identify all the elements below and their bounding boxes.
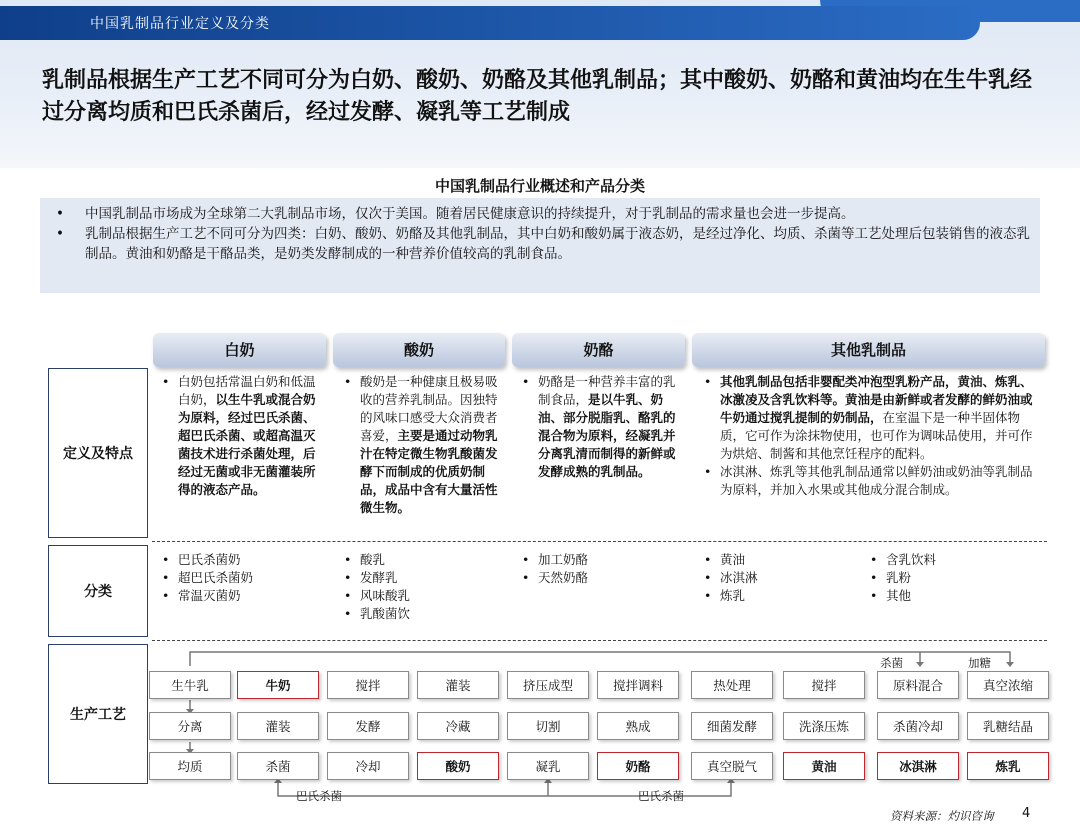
page-number: 4 [1022,806,1031,821]
category-item: • 冰淇淋 [700,569,758,587]
process-step: 搅拌 [783,671,865,699]
process-step: 黄油 [783,752,865,780]
category-item: • 加工奶酪 [518,551,588,569]
source-note: 资料来源：灼识咨询 [890,809,994,823]
process-step: 分离 [149,712,231,740]
overview-item: • 中国乳制品市场成为全球第二大乳制品市场，仅次于美国。随着居民健康意识的持续提升，对于乳制品的需求量也会进一步提高。 [40,204,1040,224]
category-item: • 超巴氏杀菌奶 [158,569,253,587]
category-item: • 巴氏杀菌奶 [158,551,253,569]
process-step: 搅拌 [327,671,409,699]
process-step: 炼乳 [967,752,1049,780]
def-text: 白奶包括常温白奶和低温白奶， [178,374,316,407]
category-item: • 常温灭菌奶 [158,587,253,605]
process-step: 细菌发酵 [691,712,773,740]
process-step: 切割 [507,712,589,740]
tab-title: 中国乳制品行业定义及分类 [90,16,270,32]
label-pasteur: 巴氏杀菌 [296,789,342,803]
process-step: 发酵 [327,712,409,740]
category-item: • 含乳饮料 [866,551,936,569]
row-head-category: 分类 [48,545,148,637]
def-text-bold: 其他乳制品包括非婴配类冲泡型乳粉产品，黄油、炼乳、冰激凌及含乳饮料等。黄油是由新鲜或者发酵的鲜奶油或牛奶通过搅乳提制的奶制品， [720,374,1033,425]
def-text-bold: 是以牛乳、奶油、部分脱脂乳、酪乳的混合物为原料，经凝乳并分离乳清而制得的新鲜或发酵成熟的乳制品。 [538,392,676,479]
process-step: 洗涤压炼 [783,712,865,740]
def-text-bold: 以生牛乳或混合奶为原料，经过巴氏杀菌、超巴氏杀菌、或超高温灭菌技术进行杀菌处理，后经过无菌或非无菌灌装所得的液态产品。 [178,392,316,497]
category-item: • 炼乳 [700,587,758,605]
label-sterilize: 杀菌 [880,656,903,670]
label-pasteur: 巴氏杀菌 [638,789,684,803]
def-text: 酸奶是一种健康且极易吸收的营养乳制品。因独特的风味口感受大众消费者喜爱， [360,374,498,443]
label-add-sugar: 加糖 [968,656,991,670]
process-step: 杀菌冷却 [877,712,959,740]
category-item: • 黄油 [700,551,758,569]
def-text: • 冰淇淋、炼乳等其他乳制品通常以鲜奶油或奶油等乳制品为原料，并加入水果或其他成分混合制成。 [700,463,1040,499]
process-step: 牛奶 [237,671,319,699]
process-step: 冷藏 [417,712,499,740]
overview-item: • 乳制品根据生产工艺不同可分为四类：白奶、酸奶、奶酪及其他乳制品，其中白奶和酸奶属于液态奶，是经过净化、均质、杀菌等工艺处理后包装销售的液态乳制品。黄油和奶酪是干酪品类，是奶类发酵制成的一种营养价值较高的乳制食品。 [40,224,1040,264]
headline: 乳制品根据生产工艺不同可分为白奶、酸奶、奶酪及其他乳制品；其中酸奶、奶酪和黄油均在生牛乳经过分离均质和巴氏杀菌后，经过发酵、凝乳等工艺制成 [42,67,1033,125]
process-step: 生牛乳 [149,671,231,699]
process-step: 乳糖结晶 [967,712,1049,740]
process-step: 酸奶 [417,752,499,780]
process-step: 冰淇淋 [877,752,959,780]
def-text: 在室温下是一种半固体物质，它可作为涂抹物使用，也可作为调味品使用，并可作为烘焙、制酱和其他烹饪程序的配料。 [720,410,1033,461]
def-text: 奶酪是一种营养丰富的乳制食品， [538,374,676,407]
process-step: 均质 [149,752,231,780]
column-header-other: 其他乳制品 [692,333,1045,367]
process-step: 冷却 [327,752,409,780]
process-step: 搅拌调料 [597,671,679,699]
process-step: 真空脱气 [691,752,773,780]
column-header-suannai: 酸奶 [333,333,505,367]
column-header-baino: 白奶 [153,333,326,367]
category-item: • 酸乳 [340,551,410,569]
process-step: 原料混合 [877,671,959,699]
process-step: 真空浓缩 [967,671,1049,699]
process-step: 凝乳 [507,752,589,780]
section-title: 中国乳制品行业概述和产品分类 [434,177,645,195]
def-text-bold: 主要是通过动物乳汁在特定微生物乳酸菌发酵下而制成的优质奶制品，成品中含有大量活性微生物。 [360,428,498,515]
column-header-nailao: 奶酪 [512,333,685,367]
category-item: • 乳粉 [866,569,936,587]
category-item: • 发酵乳 [340,569,410,587]
row-head-definition: 定义及特点 [48,368,148,538]
process-step: 杀菌 [237,752,319,780]
category-item: • 天然奶酪 [518,569,588,587]
row-head-process: 生产工艺 [48,644,148,784]
process-step: 灌装 [417,671,499,699]
category-item: • 乳酸菌饮 [340,605,410,623]
process-step: 熟成 [597,712,679,740]
process-step: 热处理 [691,671,773,699]
process-step: 挤压成型 [507,671,589,699]
process-step: 奶酪 [597,752,679,780]
process-step: 灌装 [237,712,319,740]
category-item: • 其他 [866,587,936,605]
category-item: • 风味酸乳 [340,587,410,605]
